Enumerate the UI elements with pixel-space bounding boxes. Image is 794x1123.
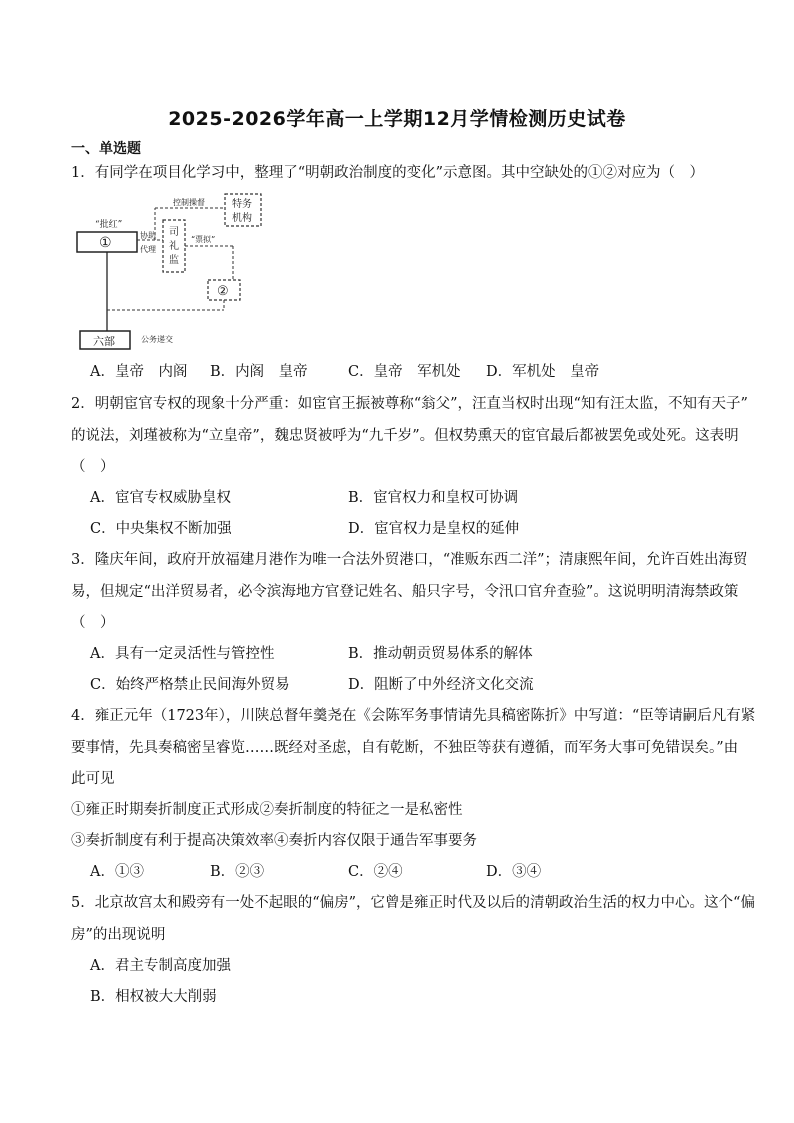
q1-diagram bbox=[75, 190, 315, 355]
q4-stem-line3: 此可见 bbox=[71, 771, 115, 787]
q2-option-c[interactable]: C．中央集权不断加强 bbox=[90, 521, 232, 537]
siliji-3: 监 bbox=[169, 255, 179, 266]
daili-label: 代理 bbox=[140, 245, 156, 254]
q4-option-d[interactable]: D．③④ bbox=[486, 864, 542, 880]
q4-option-b[interactable]: B．②③ bbox=[210, 864, 265, 880]
q3-stem-line1: 3．隆庆年间，政府开放福建月港作为唯一合法外贸港口，“准贩东西二洋”；清康熙年间，允许百姓出海贸 bbox=[71, 552, 748, 568]
siliji-2: 礼 bbox=[169, 241, 179, 252]
q1-option-a[interactable]: A．皇帝 内阁 bbox=[90, 364, 188, 380]
q4-stem-line2: 要事情，先具奏稿密呈睿览……既经对圣虑，自有乾断，不独臣等获有遵循，而军务大事可免错误矣。”由 bbox=[71, 740, 739, 756]
q3-option-d[interactable]: D．阻断了中外经济文化交流 bbox=[348, 677, 534, 693]
q5-option-a[interactable]: A．君主专制高度加强 bbox=[90, 958, 231, 974]
tewu-2: 机构 bbox=[232, 213, 252, 224]
liubu-label: 六部 bbox=[93, 335, 115, 348]
section-heading: 一、单选题 bbox=[71, 141, 141, 157]
pihong-label: “批红” bbox=[95, 220, 123, 230]
q3-option-c[interactable]: C．始终严格禁止民间海外贸易 bbox=[90, 677, 290, 693]
q3-option-b[interactable]: B．推动朝贡贸易体系的解体 bbox=[348, 646, 533, 662]
q5-stem-line1: 5．北京故宫太和殿旁有一处不起眼的“偏房”，它曾是雍正时代及以后的清朝政治生活的权力中心。这个“偏 bbox=[71, 895, 755, 911]
q2-option-a[interactable]: A．宦官专权威胁皇权 bbox=[90, 490, 231, 506]
piaoni-label: “票拟” bbox=[191, 235, 216, 244]
q2-option-b[interactable]: B．宦官权力和皇权可协调 bbox=[348, 490, 519, 506]
q3-stem-line2: 易，但规定“出洋贸易者，必令滨海地方官登记姓名、船只字号，令汛口官弁查验”。这说明明清海禁政策 bbox=[71, 584, 739, 600]
xiezhu-label: 协助 bbox=[140, 231, 156, 240]
siliji-1: 司 bbox=[169, 227, 179, 238]
circle1-label: ① bbox=[99, 235, 112, 251]
gongwu-label: 公务递交 bbox=[141, 335, 173, 344]
q5-stem-line2: 房”的出现说明 bbox=[71, 927, 166, 943]
q1-option-d[interactable]: D．军机处 皇帝 bbox=[486, 364, 600, 380]
exam-title: 2025-2026学年高一上学期12月学情检测历史试卷 bbox=[168, 108, 626, 130]
q1-stem: 1．有同学在项目化学习中，整理了“明朝政治制度的变化”示意图。其中空缺处的①②对应为（ ） bbox=[71, 165, 705, 181]
q4-statement-12: ①雍正时期奏折制度正式形成②奏折制度的特征之一是私密性 bbox=[71, 802, 463, 818]
q4-option-a[interactable]: A．①③ bbox=[90, 864, 144, 880]
q4-statement-34: ③奏折制度有利于提高决策效率④奏折内容仅限于通告军事要务 bbox=[71, 833, 477, 849]
q4-stem-line1: 4．雍正元年（1723年），川陕总督年羹尧在《会陈军务事情请先具稿密陈折》中写道：“臣等请嗣后凡有紧 bbox=[71, 708, 756, 724]
q1-option-c[interactable]: C．皇帝 军机处 bbox=[348, 364, 461, 380]
circle2-label: ② bbox=[217, 284, 229, 299]
q3-option-a[interactable]: A．具有一定灵活性与管控性 bbox=[90, 646, 275, 662]
q2-stem-line1: 2．明朝宦官专权的现象十分严重：如宦官王振被尊称“翁父”，汪直当权时出现“知有汪太监，不知有天子” bbox=[71, 396, 748, 412]
q2-stem-line2: 的说法，刘瑾被称为“立皇帝”，魏忠贤被呼为“九千岁”。但权势熏天的宦官最后都被罢免或处死。这表明 bbox=[71, 428, 739, 444]
q2-stem-line3: （ ） bbox=[71, 459, 115, 475]
q2-option-d[interactable]: D．宦官权力是皇权的延伸 bbox=[348, 521, 520, 537]
q3-stem-line3: （ ） bbox=[71, 615, 115, 631]
kongzhi-label: 控制操督 bbox=[173, 198, 205, 207]
q4-option-c[interactable]: C．②④ bbox=[348, 864, 403, 880]
q5-option-b[interactable]: B．相权被大大削弱 bbox=[90, 989, 217, 1005]
tewu-1: 特务 bbox=[232, 199, 252, 210]
q1-option-b[interactable]: B．内阁 皇帝 bbox=[210, 364, 308, 380]
